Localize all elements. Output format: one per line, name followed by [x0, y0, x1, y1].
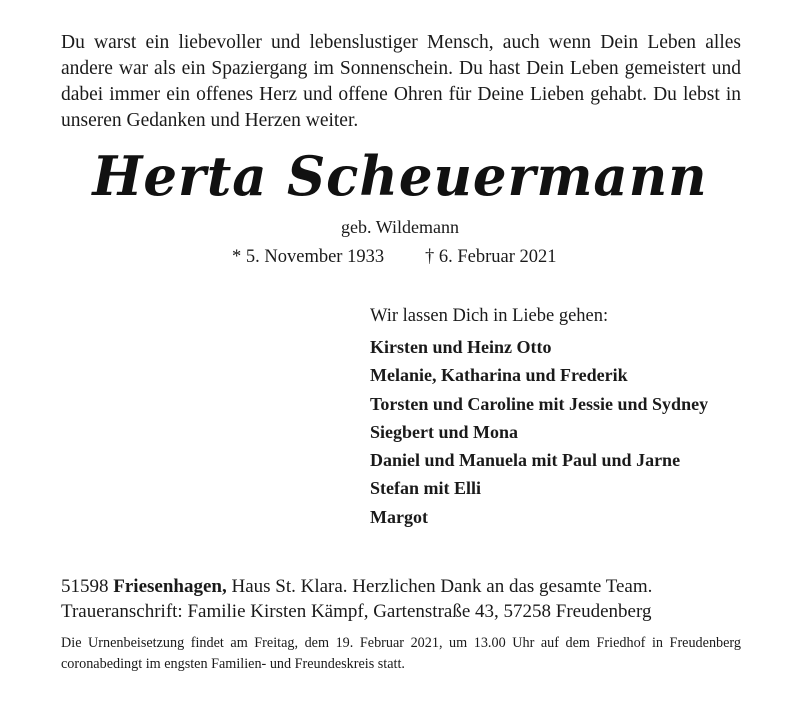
mourner-entry: Daniel und Manuela mit Paul und Jarne — [370, 450, 681, 471]
thanks-text: Haus St. Klara. Herzlichen Dank an das gesamte Team. — [231, 576, 653, 597]
deceased-name: Herta Scheuermann — [92, 144, 708, 208]
mourner-entry: Stefan mit Elli — [370, 478, 481, 499]
mourning-address: Traueranschrift: Familie Kirsten Kämpf, Gartenstraße 43, 57258 Freudenberg — [61, 601, 652, 622]
mourner-entry: Kirsten und Heinz Otto — [370, 337, 552, 357]
mourners-block — [370, 305, 780, 531]
death-date: † 6. Februar 2021 — [425, 247, 557, 267]
mourner-entry: Torsten und Caroline mit Jessie und Sydney — [370, 393, 709, 414]
care-home-line — [61, 574, 761, 599]
birth-date: * 5. November 1933 — [232, 247, 385, 267]
postal-code: 51598 — [61, 576, 109, 597]
burial-notice: Die Urnenbeisetzung findet am Freitag, dem 19. Februar 2021, um 13.00 Uhr auf dem Friedhof in Freudenberg coronabedingt im engsten Familien- und Freundeskreis statt. — [61, 635, 741, 672]
mourners-list — [370, 333, 780, 531]
mourner-entry: Melanie, Katharina und Frederik — [370, 365, 628, 386]
address-block — [61, 574, 761, 624]
town-name: Friesenhagen, — [113, 576, 227, 597]
maiden-name: geb. Wildemann — [341, 217, 459, 237]
intro-paragraph: Du warst ein liebevoller und lebenslustiger Mensch, auch wenn Dein Leben alles andere war als ein Spaziergang im Sonnenschein. Du hast Dein Leben gemeistert und dabei immer ein offenes Herz und offene Ohren für Deine Lieben gehabt. Du lebst in unseren Gedanken und Herzen weiter. — [61, 32, 741, 131]
mourner-entry: Margot — [370, 506, 428, 527]
mourners-lead: Wir lassen Dich in Liebe gehen: — [370, 306, 609, 326]
mourner-entry: Siegbert und Mona — [370, 421, 519, 442]
